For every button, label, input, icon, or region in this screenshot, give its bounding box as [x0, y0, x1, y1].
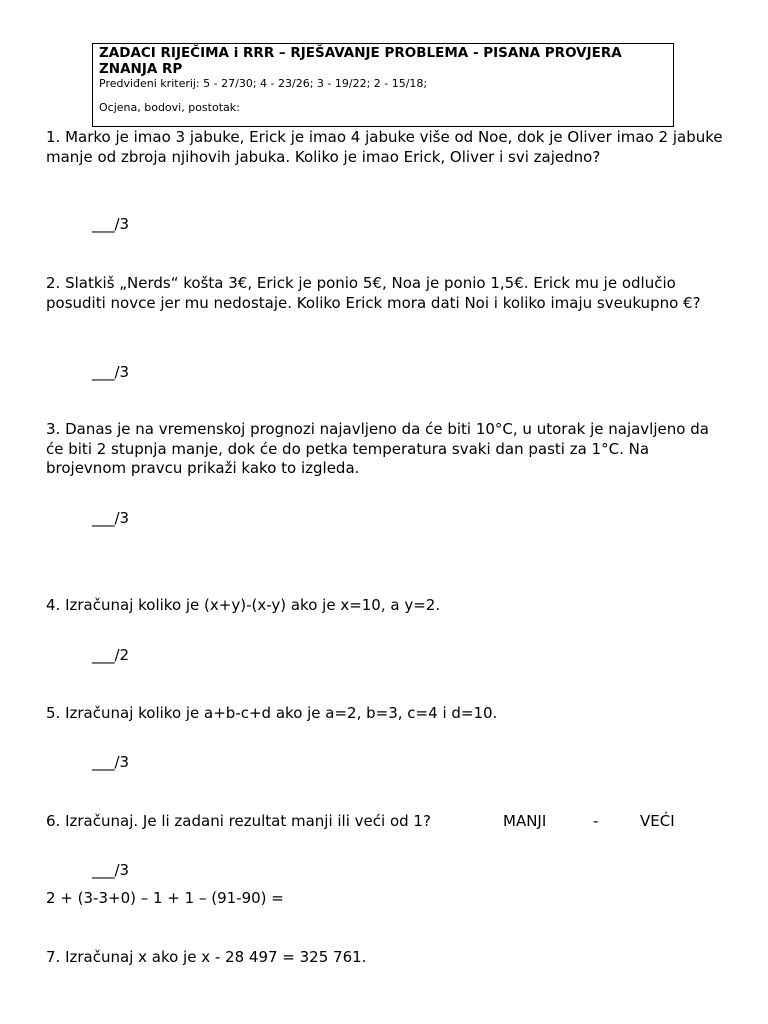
- option-manji: MANJI: [503, 812, 547, 830]
- task-6-text: 6. Izračunaj. Je li zadani rezultat manji ili veći od 1?: [46, 812, 431, 830]
- task-5-text: 5. Izračunaj koliko je a+b-c+d ako je a=2, b=3, c=4 i d=10.: [46, 704, 498, 722]
- document-title: ZADACI RIJEČIMA i RRR – RJEŠAVANJE PROBLEMA - PISANA PROVJERA ZNANJA RP: [99, 45, 622, 77]
- task-1-text: 1. Marko je imao 3 jabuke, Erick je imao 4 jabuke više od Noe, dok je Oliver imao 2 jabuke manje od zbroja njihovih jabuka. Koliko je imao Erick, Oliver i svi zajedno?: [46, 128, 723, 166]
- header-box: [92, 43, 674, 127]
- task-6-expression: 2 + (3-3+0) – 1 + 1 – (91-90) =: [46, 889, 284, 907]
- task-4-points: ___/2: [92, 646, 130, 664]
- task-4-text: 4. Izračunaj koliko je (x+y)-(x-y) ako je x=10, a y=2.: [46, 596, 441, 614]
- task-5-points: ___/3: [92, 753, 130, 771]
- task-2-text: 2. Slatkiš „Nerds“ košta 3€, Erick je ponio 5€, Noa je ponio 1,5€. Erick mu je odlučio posuditi novce jer mu nedostaje. Koliko Erick mora dati Noi i koliko imaju sveukupno €?: [46, 274, 701, 312]
- task-1-points: ___/3: [92, 215, 130, 233]
- task-2-points: ___/3: [92, 363, 130, 381]
- task-7-text: 7. Izračunaj x ako je x - 28 497 = 325 761.: [46, 948, 367, 966]
- task-3-text: 3. Danas je na vremenskoj prognozi najavljeno da će biti 10°C, u utorak je najavljeno da će biti 2 stupnja manje, dok će do petka temperatura svaki dan pasti za 1°C. Na brojevnom pravcu prikaži kako to izgleda.: [46, 420, 709, 478]
- option-veci: VEĆI: [640, 812, 675, 830]
- grading-criteria: Predviđeni kriterij: 5 - 27/30; 4 - 23/26; 3 - 19/22; 2 - 15/18;: [99, 77, 428, 90]
- option-separator: -: [593, 812, 599, 830]
- task-3-points: ___/3: [92, 509, 130, 527]
- task-6-points: ___/3: [92, 861, 130, 879]
- grade-label: Ocjena, bodovi, postotak:: [99, 101, 240, 114]
